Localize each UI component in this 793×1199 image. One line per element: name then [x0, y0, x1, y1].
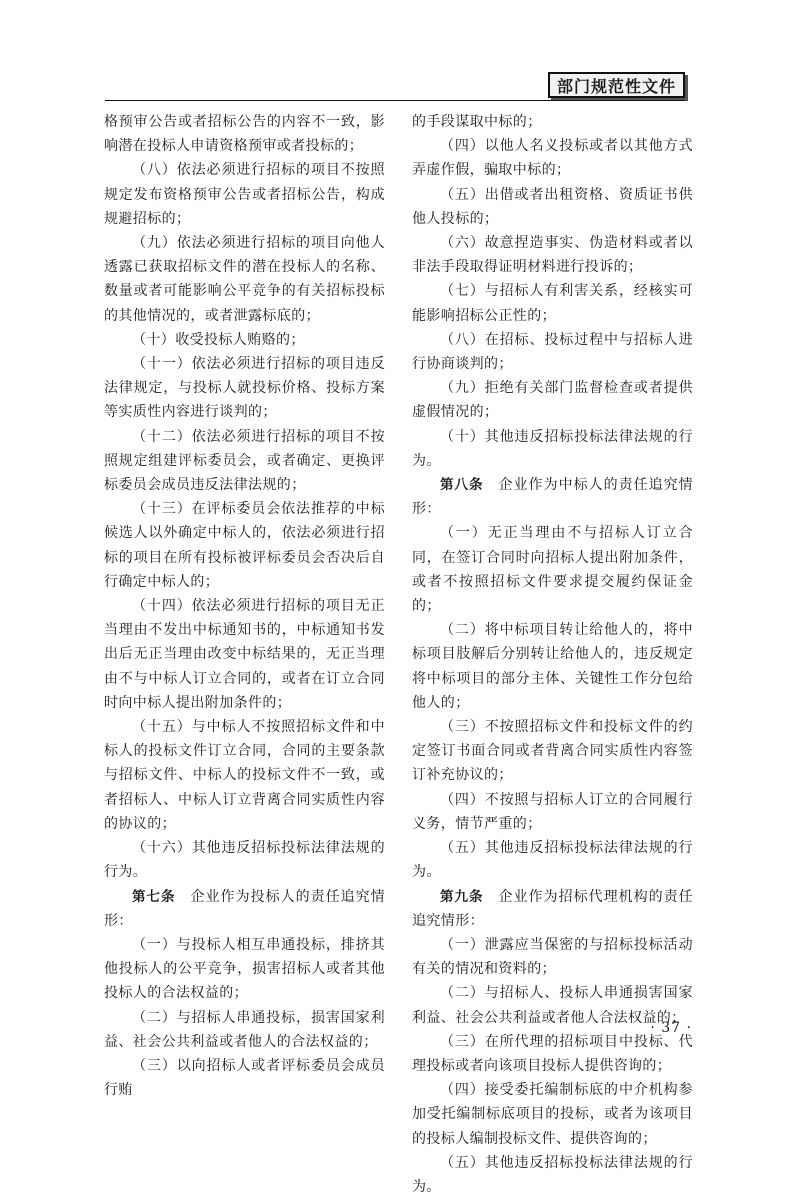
- clause-paragraph: [412, 328, 693, 376]
- paragraph-text: （三）以向招标人或者评标委员会成员行贿: [104, 1057, 385, 1099]
- clause-paragraph: [412, 110, 693, 134]
- paragraph-text: （四）以他人名义投标或者以其他方式弄虚作假，骗取中标的；: [412, 138, 693, 179]
- paragraph-text: （十五）与中标人不按照招标文件和中标人的投标文件订立合同，合同的主要条款与招标文件、中标人的投标文件不一致，或者招标人、中标人订立背离合同实质性内容的协议的；: [104, 719, 385, 832]
- clause-paragraph: [104, 352, 385, 425]
- paragraph-text: （一）与投标人相互串通投标，排挤其他投标人的公平竞争，损害招标人或者其他投标人的合法权益的；: [104, 936, 385, 1002]
- paragraph-text: （十）收受投标人贿赂的；: [132, 331, 305, 348]
- paragraph-text: （十）其他违反招标投标法律法规的行为。: [412, 428, 693, 469]
- paragraph-text: 企业作为投标人的责任追究情形：: [104, 888, 386, 929]
- paragraph-text: （三）在所代理的招标项目中投标、代理投标或者向该项目投标人提供咨询的；: [412, 1033, 693, 1074]
- article-number: 第九条: [440, 888, 484, 905]
- clause-paragraph: [104, 933, 385, 1006]
- article-paragraph: [412, 473, 693, 521]
- paragraph-text: （一）无正当理由不与招标人订立合同，在签订合同时向招标人提出附加条件，或者不按照招标文件要求提交履约保证金的；: [412, 525, 693, 615]
- clause-paragraph: [104, 836, 385, 884]
- paragraph-text: 企业作为中标人的责任追究情形：: [412, 477, 694, 518]
- clause-paragraph: [104, 1054, 385, 1102]
- article-number: 第八条: [440, 477, 484, 494]
- page-number: · 37 ·: [650, 1020, 692, 1036]
- paragraph-text: （四）接受委托编制标底的中介机构参加受托编制标底项目的投标，或者为该项目的投标人编制投标文件、提供咨询的；: [412, 1082, 693, 1147]
- clause-paragraph: [412, 788, 693, 836]
- paragraph-text: （八）在招标、投标过程中与招标人进行协商谈判的；: [412, 331, 693, 373]
- paragraph-text: （五）其他违反招标投标法律法规的行为。: [412, 840, 693, 881]
- clause-paragraph: [104, 328, 385, 352]
- paragraph-text: （九）依法必须进行招标的项目向他人透露已获取招标文件的潜在投标人的名称、数量或者可能影响公平竞争的有关招标投标的其他情况的，或者泄露标底的；: [104, 235, 385, 324]
- section-label: 部门规范性文件: [556, 76, 676, 96]
- header-rule: [105, 100, 685, 101]
- clause-paragraph: [104, 231, 385, 328]
- paragraph-text: （十一）依法必须进行招标的项目违反法律规定，与投标人就投标价格、投标方案等实质性内容进行谈判的；: [104, 356, 385, 421]
- paragraph-text: （五）其他违反招标投标法律法规的行为。: [412, 1154, 693, 1195]
- clause-paragraph: [412, 836, 693, 884]
- clause-paragraph: [104, 158, 385, 231]
- paragraph-text: （二）与招标人、投标人串通损害国家利益、社会公共利益或者他人合法权益的；: [412, 985, 693, 1026]
- article-number: 第七条: [132, 888, 176, 905]
- paragraph-text: 格预审公告或者招标公告的内容不一致，影响潜在投标人申请资格预审或者投标的；: [104, 114, 385, 155]
- clause-paragraph: [412, 279, 693, 327]
- clause-paragraph: [104, 1006, 385, 1054]
- clause-paragraph: [104, 594, 385, 715]
- clause-paragraph: [412, 1078, 693, 1151]
- clause-paragraph: [412, 134, 693, 182]
- clause-paragraph: [104, 715, 385, 836]
- clause-paragraph: [104, 110, 385, 158]
- paragraph-text: （十三）在评标委员会依法推荐的中标候选人以外确定中标人的，依法必须进行招标的项目在所有投标被评标委员会否决后自行确定中标人的；: [104, 501, 385, 590]
- paragraph-text: （十四）依法必须进行招标的项目无正当理由不发出中标通知书的，中标通知书发出后无正当理由改变中标结果的，无正当理由不与中标人订立合同的，或者在订立合同时向中标人提出附加条件的；: [104, 598, 385, 711]
- article-paragraph: [412, 885, 693, 933]
- clause-paragraph: [412, 521, 693, 618]
- clause-paragraph: [412, 1030, 693, 1078]
- clause-paragraph: [412, 1151, 693, 1199]
- paragraph-text: （四）不按照与招标人订立的合同履行义务，情节严重的；: [412, 791, 693, 832]
- clause-paragraph: [412, 425, 693, 473]
- paragraph-text: （五）出借或者出租资格、资质证书供他人投标的；: [412, 186, 693, 227]
- paragraph-text: （八）依法必须进行招标的项目不按照规定发布资格预审公告或者招标公告，构成规避招标的；: [104, 162, 385, 227]
- clause-paragraph: [412, 618, 693, 715]
- paragraph-text: 的手段谋取中标的；: [412, 114, 542, 130]
- left-column: [104, 110, 385, 1102]
- paragraph-text: （一）泄露应当保密的与招标投标活动有关的情况和资料的；: [412, 936, 693, 978]
- clause-paragraph: [412, 183, 693, 231]
- clause-paragraph: [104, 497, 385, 594]
- paragraph-text: （十六）其他违反招标投标法律法规的行为。: [104, 840, 385, 881]
- paragraph-text: （七）与招标人有利害关系，经核实可能影响招标公正性的；: [412, 283, 693, 324]
- clause-paragraph: [412, 231, 693, 279]
- section-label-box: [548, 72, 685, 98]
- clause-paragraph: [104, 425, 385, 498]
- clause-paragraph: [412, 933, 693, 981]
- paragraph-text: （二）将中标项目转让给他人的，将中标项目肢解后分别转让给他人的，违反规定将中标项目的部分主体、关键性工作分包给他人的；: [412, 622, 693, 711]
- paragraph-text: （十二）依法必须进行招标的项目不按照规定组建评标委员会，或者确定、更换评标委员会成员违反法律法规的；: [104, 428, 385, 494]
- paragraph-text: （九）拒绝有关部门监督检查或者提供虚假情况的；: [412, 380, 693, 421]
- paragraph-text: （六）故意捏造事实、伪造材料或者以非法手段取得证明材料进行投诉的；: [412, 235, 693, 276]
- article-paragraph: [104, 885, 385, 933]
- clause-paragraph: [412, 715, 693, 788]
- clause-paragraph: [412, 376, 693, 424]
- paragraph-text: （二）与招标人串通投标，损害国家利益、社会公共利益或者他人的合法权益的；: [104, 1009, 385, 1050]
- paragraph-text: 企业作为招标代理机构的责任追究情形：: [412, 888, 694, 929]
- paragraph-text: （三）不按照招标文件和投标文件的约定签订书面合同或者背离合同实质性内容签订补充协议的；: [412, 719, 693, 784]
